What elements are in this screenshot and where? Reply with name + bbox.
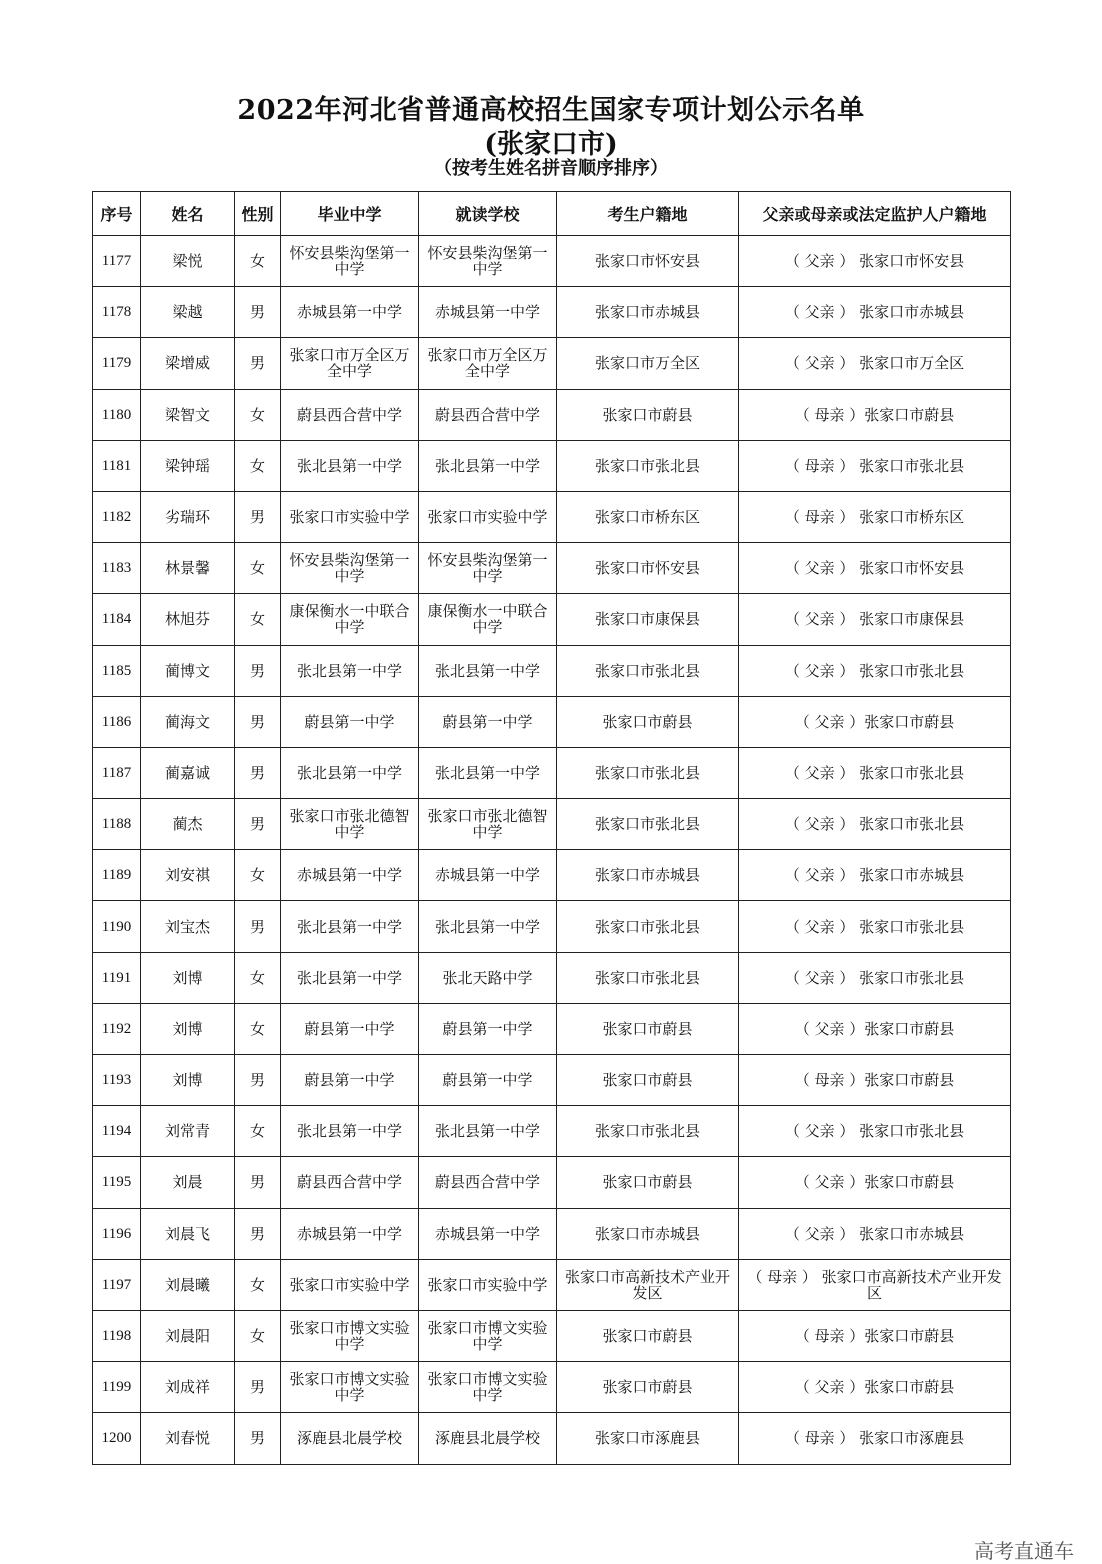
cell-gender: 女 xyxy=(235,1310,281,1361)
table-row xyxy=(93,287,1011,338)
cell-current-school: 张家口市实验中学 xyxy=(419,1259,557,1310)
cell-student-residence: 张家口市赤城县 xyxy=(557,287,739,338)
cell-current-school: 蔚县第一中学 xyxy=(419,696,557,747)
cell-index: 1188 xyxy=(93,799,141,850)
roster-table xyxy=(92,191,1011,1465)
cell-graduated-school: 赤城县第一中学 xyxy=(281,850,419,901)
col-header-gender: 性别 xyxy=(235,192,281,236)
cell-guardian-residence: （ 父亲 ）张家口市蔚县 xyxy=(739,696,1011,747)
cell-student-residence: 张家口市张北县 xyxy=(557,1106,739,1157)
cell-student-residence: 张家口市蔚县 xyxy=(557,1157,739,1208)
cell-name: 梁越 xyxy=(141,287,235,338)
cell-student-residence: 张家口市张北县 xyxy=(557,901,739,952)
cell-guardian-residence: （ 父亲 ） 张家口市怀安县 xyxy=(739,543,1011,594)
cell-index: 1198 xyxy=(93,1310,141,1361)
cell-student-residence: 张家口市张北县 xyxy=(557,645,739,696)
cell-current-school: 张北县第一中学 xyxy=(419,901,557,952)
cell-index: 1194 xyxy=(93,1106,141,1157)
cell-guardian-residence: （ 母亲 ） 张家口市高新技术产业开发区 xyxy=(739,1259,1011,1310)
cell-student-residence: 张家口市赤城县 xyxy=(557,1208,739,1259)
cell-graduated-school: 康保衡水一中联合中学 xyxy=(281,594,419,645)
cell-student-residence: 张家口市高新技术产业开发区 xyxy=(557,1259,739,1310)
cell-gender: 女 xyxy=(235,850,281,901)
cell-current-school: 怀安县柴沟堡第一中学 xyxy=(419,236,557,287)
cell-index: 1178 xyxy=(93,287,141,338)
cell-guardian-residence: （ 父亲 ）张家口市蔚县 xyxy=(739,1157,1011,1208)
table-row xyxy=(93,799,1011,850)
cell-current-school: 张北县第一中学 xyxy=(419,440,557,491)
table-row xyxy=(93,389,1011,440)
cell-graduated-school: 怀安县柴沟堡第一中学 xyxy=(281,543,419,594)
cell-graduated-school: 蔚县西合营中学 xyxy=(281,389,419,440)
cell-graduated-school: 蔚县第一中学 xyxy=(281,696,419,747)
cell-current-school: 张北县第一中学 xyxy=(419,645,557,696)
cell-graduated-school: 张家口市实验中学 xyxy=(281,1259,419,1310)
cell-gender: 女 xyxy=(235,1106,281,1157)
cell-gender: 男 xyxy=(235,1413,281,1464)
cell-gender: 男 xyxy=(235,645,281,696)
cell-gender: 男 xyxy=(235,338,281,389)
cell-guardian-residence: （ 父亲 ） 张家口市张北县 xyxy=(739,799,1011,850)
cell-name: 蔺嘉诚 xyxy=(141,747,235,798)
cell-name: 刘晨曦 xyxy=(141,1259,235,1310)
cell-gender: 女 xyxy=(235,389,281,440)
cell-name: 梁增威 xyxy=(141,338,235,389)
cell-graduated-school: 涿鹿县北晨学校 xyxy=(281,1413,419,1464)
table-row xyxy=(93,1259,1011,1310)
cell-guardian-residence: （ 父亲 ） 张家口市康保县 xyxy=(739,594,1011,645)
cell-current-school: 张北县第一中学 xyxy=(419,1106,557,1157)
cell-guardian-residence: （ 父亲 ） 张家口市赤城县 xyxy=(739,850,1011,901)
table-row xyxy=(93,1413,1011,1464)
cell-student-residence: 张家口市桥东区 xyxy=(557,491,739,542)
cell-index: 1196 xyxy=(93,1208,141,1259)
cell-guardian-residence: （ 母亲 ） 张家口市桥东区 xyxy=(739,491,1011,542)
cell-student-residence: 张家口市怀安县 xyxy=(557,236,739,287)
cell-student-residence: 张家口市蔚县 xyxy=(557,1055,739,1106)
cell-index: 1184 xyxy=(93,594,141,645)
cell-gender: 女 xyxy=(235,236,281,287)
cell-guardian-residence: （ 父亲 ） 张家口市张北县 xyxy=(739,952,1011,1003)
col-header-index: 序号 xyxy=(93,192,141,236)
table-row xyxy=(93,747,1011,798)
page-title: 2022年河北省普通高校招生国家专项计划公示名单 xyxy=(237,95,865,126)
cell-guardian-residence: （ 父亲 ） 张家口市万全区 xyxy=(739,338,1011,389)
cell-gender: 男 xyxy=(235,696,281,747)
cell-index: 1197 xyxy=(93,1259,141,1310)
sort-note: （按考生姓名拼音顺序排序） xyxy=(434,158,668,179)
cell-graduated-school: 张家口市万全区万全中学 xyxy=(281,338,419,389)
cell-guardian-residence: （ 父亲 ） 张家口市张北县 xyxy=(739,645,1011,696)
cell-graduated-school: 蔚县西合营中学 xyxy=(281,1157,419,1208)
cell-graduated-school: 赤城县第一中学 xyxy=(281,1208,419,1259)
cell-gender: 女 xyxy=(235,1003,281,1054)
cell-current-school: 张家口市万全区万全中学 xyxy=(419,338,557,389)
cell-index: 1179 xyxy=(93,338,141,389)
cell-index: 1185 xyxy=(93,645,141,696)
cell-guardian-residence: （ 父亲 ） 张家口市赤城县 xyxy=(739,287,1011,338)
cell-name: 刘成祥 xyxy=(141,1362,235,1413)
cell-index: 1190 xyxy=(93,901,141,952)
table-row xyxy=(93,1003,1011,1054)
cell-graduated-school: 蔚县第一中学 xyxy=(281,1055,419,1106)
cell-gender: 男 xyxy=(235,747,281,798)
cell-current-school: 张家口市张北德智中学 xyxy=(419,799,557,850)
cell-graduated-school: 赤城县第一中学 xyxy=(281,287,419,338)
cell-guardian-residence: （ 父亲 ） 张家口市赤城县 xyxy=(739,1208,1011,1259)
cell-name: 刘晨阳 xyxy=(141,1310,235,1361)
cell-current-school: 赤城县第一中学 xyxy=(419,287,557,338)
cell-name: 梁智文 xyxy=(141,389,235,440)
cell-gender: 女 xyxy=(235,952,281,1003)
cell-gender: 男 xyxy=(235,901,281,952)
table-row xyxy=(93,491,1011,542)
cell-graduated-school: 张北县第一中学 xyxy=(281,901,419,952)
cell-guardian-residence: （ 母亲 ） 张家口市涿鹿县 xyxy=(739,1413,1011,1464)
cell-current-school: 蔚县第一中学 xyxy=(419,1003,557,1054)
table-row xyxy=(93,236,1011,287)
cell-gender: 女 xyxy=(235,1259,281,1310)
cell-current-school: 蔚县西合营中学 xyxy=(419,1157,557,1208)
cell-gender: 男 xyxy=(235,1208,281,1259)
cell-guardian-residence: （ 父亲 ） 张家口市张北县 xyxy=(739,747,1011,798)
cell-current-school: 赤城县第一中学 xyxy=(419,1208,557,1259)
cell-name: 刘博 xyxy=(141,952,235,1003)
cell-index: 1193 xyxy=(93,1055,141,1106)
col-header-name: 姓名 xyxy=(141,192,235,236)
cell-guardian-residence: （ 母亲 ）张家口市蔚县 xyxy=(739,1310,1011,1361)
cell-current-school: 涿鹿县北晨学校 xyxy=(419,1413,557,1464)
cell-index: 1183 xyxy=(93,543,141,594)
table-row xyxy=(93,1362,1011,1413)
cell-name: 刘博 xyxy=(141,1003,235,1054)
cell-index: 1191 xyxy=(93,952,141,1003)
cell-guardian-residence: （ 父亲 ） 张家口市张北县 xyxy=(739,901,1011,952)
cell-name: 刘春悦 xyxy=(141,1413,235,1464)
cell-graduated-school: 蔚县第一中学 xyxy=(281,1003,419,1054)
cell-current-school: 张家口市博文实验中学 xyxy=(419,1310,557,1361)
cell-name: 林景馨 xyxy=(141,543,235,594)
cell-graduated-school: 张家口市博文实验中学 xyxy=(281,1362,419,1413)
cell-index: 1199 xyxy=(93,1362,141,1413)
cell-graduated-school: 张北县第一中学 xyxy=(281,1106,419,1157)
cell-gender: 女 xyxy=(235,543,281,594)
page-subtitle: (张家口市) xyxy=(484,129,618,160)
cell-gender: 女 xyxy=(235,440,281,491)
table-row xyxy=(93,696,1011,747)
cell-index: 1180 xyxy=(93,389,141,440)
cell-student-residence: 张家口市康保县 xyxy=(557,594,739,645)
col-header-current-school: 就读学校 xyxy=(419,192,557,236)
cell-graduated-school: 怀安县柴沟堡第一中学 xyxy=(281,236,419,287)
cell-gender: 男 xyxy=(235,799,281,850)
cell-gender: 男 xyxy=(235,1157,281,1208)
col-header-graduated-school: 毕业中学 xyxy=(281,192,419,236)
cell-index: 1195 xyxy=(93,1157,141,1208)
table-row xyxy=(93,543,1011,594)
cell-guardian-residence: （ 父亲 ）张家口市蔚县 xyxy=(739,1003,1011,1054)
table-row xyxy=(93,1055,1011,1106)
col-header-guardian-residence: 父亲或母亲或法定监护人户籍地 xyxy=(739,192,1011,236)
cell-current-school: 赤城县第一中学 xyxy=(419,850,557,901)
cell-name: 刘晨飞 xyxy=(141,1208,235,1259)
cell-current-school: 蔚县西合营中学 xyxy=(419,389,557,440)
cell-name: 刘安祺 xyxy=(141,850,235,901)
cell-graduated-school: 张北县第一中学 xyxy=(281,440,419,491)
table-row xyxy=(93,1106,1011,1157)
table-row xyxy=(93,1310,1011,1361)
cell-name: 刘晨 xyxy=(141,1157,235,1208)
cell-graduated-school: 张家口市博文实验中学 xyxy=(281,1310,419,1361)
cell-graduated-school: 张北县第一中学 xyxy=(281,747,419,798)
cell-name: 劣瑞环 xyxy=(141,491,235,542)
cell-index: 1177 xyxy=(93,236,141,287)
cell-guardian-residence: （ 母亲 ） 张家口市张北县 xyxy=(739,440,1011,491)
col-header-student-residence: 考生户籍地 xyxy=(557,192,739,236)
cell-graduated-school: 张北县第一中学 xyxy=(281,952,419,1003)
cell-index: 1186 xyxy=(93,696,141,747)
table-row xyxy=(93,645,1011,696)
cell-graduated-school: 张家口市实验中学 xyxy=(281,491,419,542)
cell-student-residence: 张家口市怀安县 xyxy=(557,543,739,594)
cell-name: 刘常青 xyxy=(141,1106,235,1157)
cell-graduated-school: 张家口市张北德智中学 xyxy=(281,799,419,850)
cell-gender: 男 xyxy=(235,491,281,542)
cell-guardian-residence: （ 父亲 ）张家口市蔚县 xyxy=(739,1362,1011,1413)
cell-current-school: 张北县第一中学 xyxy=(419,747,557,798)
cell-student-residence: 张家口市赤城县 xyxy=(557,850,739,901)
cell-student-residence: 张家口市张北县 xyxy=(557,747,739,798)
table-row xyxy=(93,901,1011,952)
cell-current-school: 张家口市实验中学 xyxy=(419,491,557,542)
cell-name: 刘博 xyxy=(141,1055,235,1106)
cell-current-school: 康保衡水一中联合中学 xyxy=(419,594,557,645)
cell-guardian-residence: （ 母亲 ）张家口市蔚县 xyxy=(739,1055,1011,1106)
watermark: 高考直通车 xyxy=(974,1539,1074,1563)
table-row xyxy=(93,1157,1011,1208)
cell-name: 林旭芬 xyxy=(141,594,235,645)
cell-gender: 男 xyxy=(235,1362,281,1413)
cell-guardian-residence: （ 父亲 ） 张家口市张北县 xyxy=(739,1106,1011,1157)
cell-student-residence: 张家口市蔚县 xyxy=(557,1362,739,1413)
cell-index: 1181 xyxy=(93,440,141,491)
cell-current-school: 张家口市博文实验中学 xyxy=(419,1362,557,1413)
table-row xyxy=(93,594,1011,645)
table-row xyxy=(93,850,1011,901)
cell-index: 1189 xyxy=(93,850,141,901)
cell-student-residence: 张家口市蔚县 xyxy=(557,1310,739,1361)
cell-gender: 男 xyxy=(235,287,281,338)
cell-gender: 女 xyxy=(235,594,281,645)
cell-student-residence: 张家口市涿鹿县 xyxy=(557,1413,739,1464)
table-row xyxy=(93,952,1011,1003)
cell-current-school: 怀安县柴沟堡第一中学 xyxy=(419,543,557,594)
table-row xyxy=(93,338,1011,389)
cell-current-school: 张北天路中学 xyxy=(419,952,557,1003)
table-row xyxy=(93,440,1011,491)
cell-student-residence: 张家口市张北县 xyxy=(557,952,739,1003)
cell-index: 1200 xyxy=(93,1413,141,1464)
cell-student-residence: 张家口市张北县 xyxy=(557,440,739,491)
cell-student-residence: 张家口市张北县 xyxy=(557,799,739,850)
cell-student-residence: 张家口市万全区 xyxy=(557,338,739,389)
cell-student-residence: 张家口市蔚县 xyxy=(557,696,739,747)
cell-guardian-residence: （ 父亲 ） 张家口市怀安县 xyxy=(739,236,1011,287)
cell-name: 蔺杰 xyxy=(141,799,235,850)
cell-student-residence: 张家口市蔚县 xyxy=(557,389,739,440)
cell-index: 1187 xyxy=(93,747,141,798)
cell-graduated-school: 张北县第一中学 xyxy=(281,645,419,696)
cell-name: 刘宝杰 xyxy=(141,901,235,952)
table-row xyxy=(93,1208,1011,1259)
cell-guardian-residence: （ 母亲 ）张家口市蔚县 xyxy=(739,389,1011,440)
cell-index: 1182 xyxy=(93,491,141,542)
cell-name: 蔺博文 xyxy=(141,645,235,696)
table-header-row xyxy=(93,192,1011,236)
cell-index: 1192 xyxy=(93,1003,141,1054)
cell-gender: 男 xyxy=(235,1055,281,1106)
cell-name: 蔺海文 xyxy=(141,696,235,747)
cell-name: 梁悦 xyxy=(141,236,235,287)
cell-name: 梁钟瑶 xyxy=(141,440,235,491)
cell-student-residence: 张家口市蔚县 xyxy=(557,1003,739,1054)
cell-current-school: 蔚县第一中学 xyxy=(419,1055,557,1106)
